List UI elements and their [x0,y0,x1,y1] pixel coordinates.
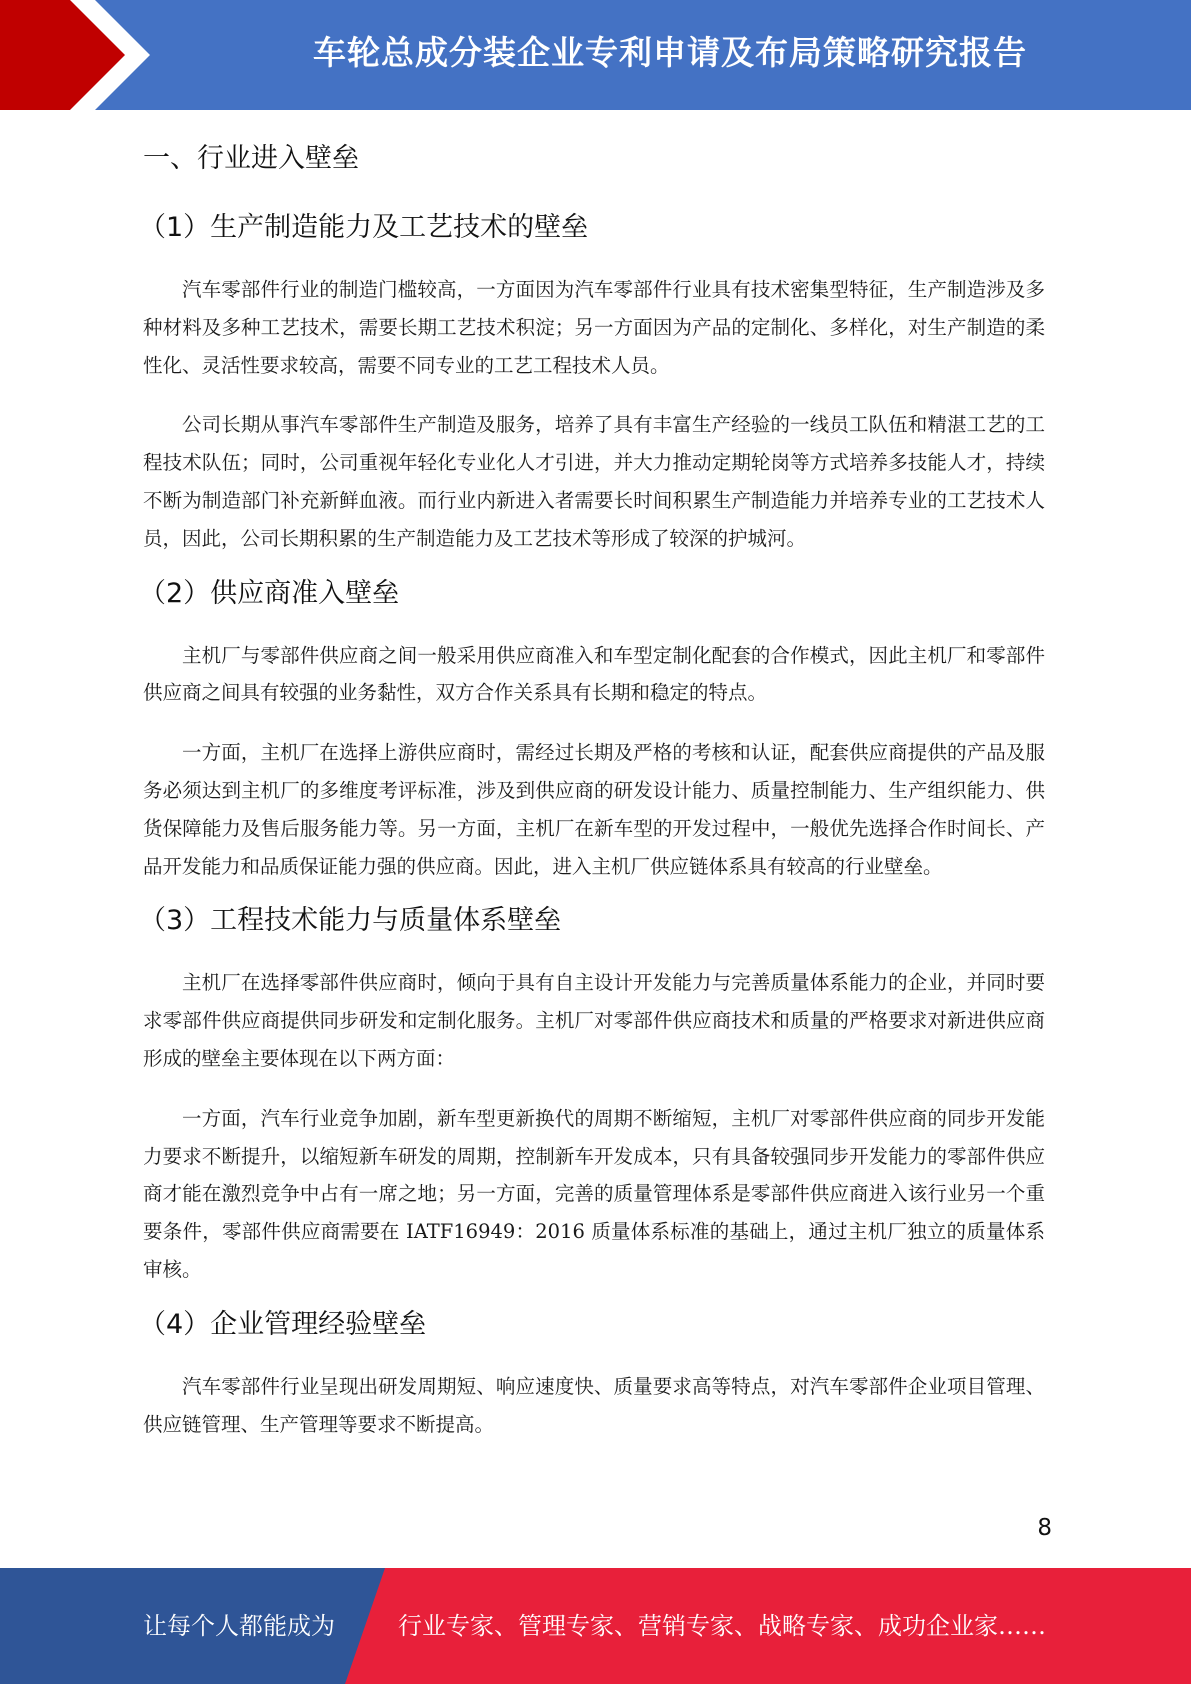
paragraph: 汽车零部件行业的制造门槛较高，一方面因为汽车零部件行业具有技术密集型特征，生产制造涉及多种材料及多种工艺技术，需要长期工艺技术积淀；另一方面因为产品的定制化、多样化，对生产制造的柔性化、灵活性要求较高，需要不同专业的工艺工程技术人员。 [143,278,1045,377]
subsection-heading: （2）供应商准入壁垒 [139,577,400,609]
paragraph: 主机厂在选择零部件供应商时，倾向于具有自主设计开发能力与完善质量体系能力的企业，并同时要求零部件供应商提供同步研发和定制化服务。主机厂对零部件供应商技术和质量的严格要求对新进供应商形成的壁垒主要体现在以下两方面： [143,971,1045,1070]
subsection-heading: （1）生产制造能力及工艺技术的壁垒 [139,212,589,243]
subsection-heading: （4）企业管理经验壁垒 [139,1308,427,1340]
document-body [139,110,1045,1443]
footer-slogan-left: 让每个人都能成为 [143,1612,335,1640]
header-chevron-decoration [0,0,160,110]
paragraph: 主机厂与零部件供应商之间一般采用供应商准入和车型定制化配套的合作模式，因此主机厂和零部件供应商之间具有较强的业务黏性，双方合作关系具有长期和稳定的特点。 [143,643,1045,705]
paragraph: 公司长期从事汽车零部件生产制造及服务，培养了具有丰富生产经验的一线员工队伍和精湛工艺的工程技术队伍；同时，公司重视年轻化专业化人才引进，并大力推动定期轮岗等方式培养多技能人才，持续不断为制造部门补充新鲜血液。而行业内新进入者需要长时间积累生产制造能力并培养专业的工艺技术人员，因此，公司长期积累的生产制造能力及工艺技术等形成了较深的护城河。 [143,413,1045,550]
header-bar [0,0,1191,110]
footer-slogan-right: 行业专家、管理专家、营销专家、战略专家、成功企业家…… [398,1612,1046,1640]
subsection-heading: （3）工程技术能力与质量体系壁垒 [139,905,562,937]
paragraph: 一方面，汽车行业竞争加剧，新车型更新换代的周期不断缩短，主机厂对零部件供应商的同步开发能力要求不断提升，以缩短新车研发的周期，控制新车开发成本，只有具备较强同步开发能力的零部件供应商才能在激烈竞争中占有一席之地；另一方面，完善的质量管理体系是零部件供应商进入该行业另一个重要条件，零部件供应商需要在 IATF16949：2016 质量体系标准的基础上，通过主机厂独立的质量体系审核。 [143,1106,1045,1281]
paragraph: 汽车零部件行业呈现出研发周期短、响应速度快、质量要求高等特点，对汽车零部件企业项目管理、供应链管理、生产管理等要求不断提高。 [143,1374,1045,1436]
paragraph: 一方面，主机厂在选择上游供应商时，需经过长期及严格的考核和认证，配套供应商提供的产品及服务必须达到主机厂的多维度考评标准，涉及到供应商的研发设计能力、质量控制能力、生产组织能力、供货保障能力及售后服务能力等。另一方面，主机厂在新车型的开发过程中，一般优先选择合作时间长、产品开发能力和品质保证能力强的供应商。因此，进入主机厂供应链体系具有较高的行业壁垒。 [143,741,1045,878]
footer-banner [0,1568,1191,1684]
document-title: 车轮总成分装企业专利申请及布局策略研究报告 [313,33,1027,72]
page-number: 8 [1037,1515,1052,1541]
section-heading: 一、行业进入壁垒 [143,143,359,174]
